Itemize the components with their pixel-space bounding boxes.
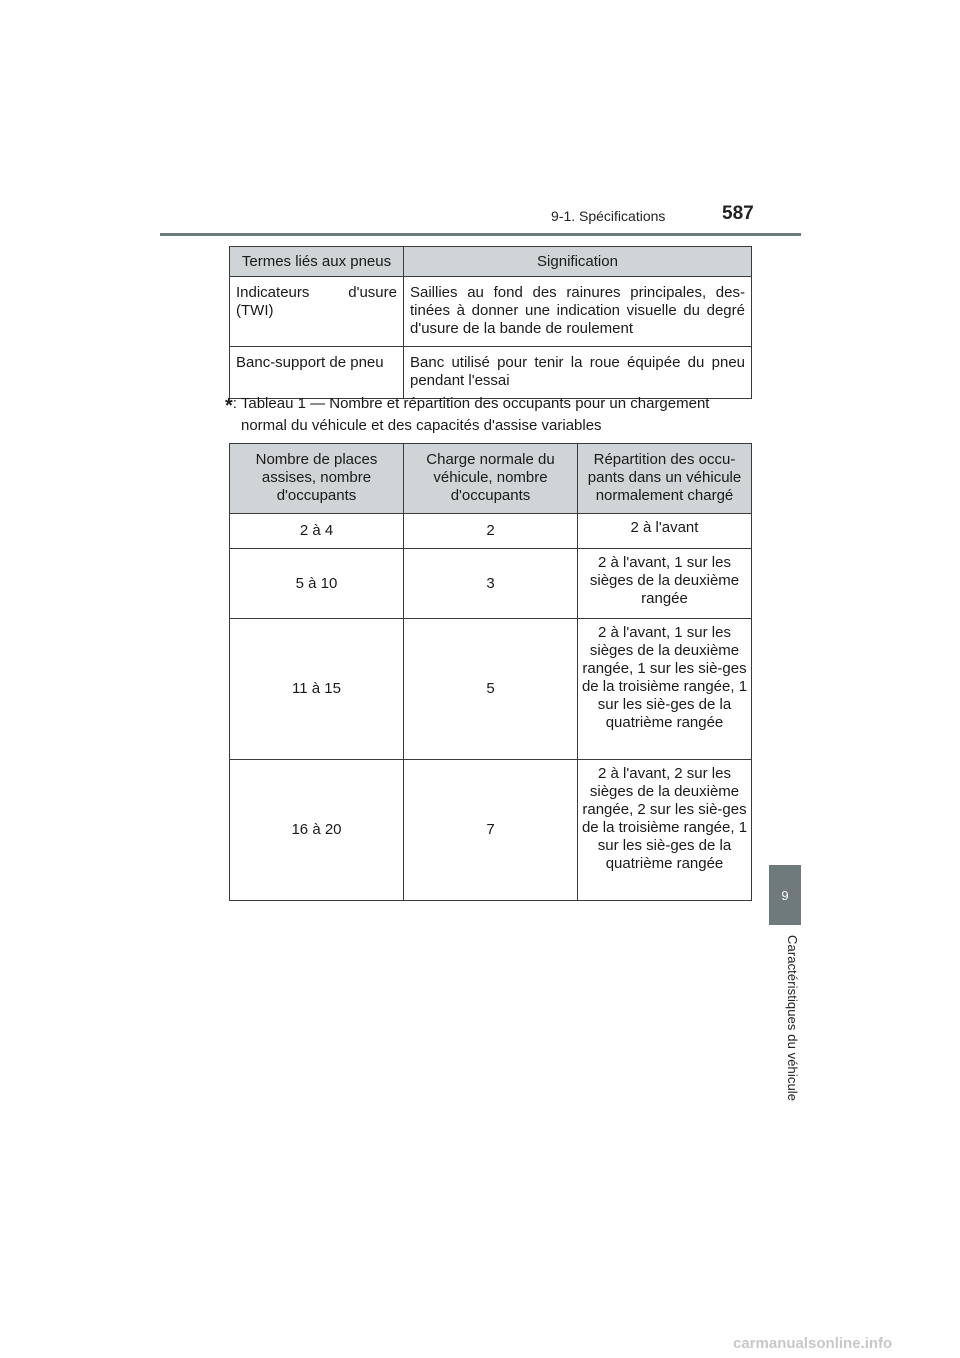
column-header: Charge normale du véhicule, nombre d'occupants bbox=[404, 444, 578, 514]
table-row bbox=[230, 347, 752, 399]
distribution-cell: 2 à l'avant, 1 sur les sièges de la deuxième rangée bbox=[578, 549, 752, 619]
column-header: Répartition des occu-pants dans un véhicule normalement chargé bbox=[578, 444, 752, 514]
chapter-label: Caractéristiques du véhicule bbox=[785, 935, 800, 1102]
term-cell: Banc-support de pneu bbox=[230, 347, 404, 399]
table-row bbox=[230, 549, 752, 619]
meaning-cell: Saillies au fond des rainures principales, des-tinées à donner une indication visuelle du degré d'usure de la bande de roulement bbox=[404, 277, 752, 347]
distribution-cell: 2 à l'avant, 2 sur les sièges de la deuxième rangée, 2 sur les siè-ges de la troisième rangée, 1 sur les siè-ges de la quatrième rangée bbox=[578, 760, 752, 901]
footnote-line-2: normal du véhicule et des capacités d'assise variables bbox=[241, 417, 602, 434]
chapter-tab[interactable] bbox=[769, 865, 801, 925]
header-divider bbox=[160, 233, 801, 236]
page-number: 587 bbox=[722, 203, 754, 224]
seats-cell: 11 à 15 bbox=[230, 619, 404, 760]
column-header: Nombre de places assises, nombre d'occupants bbox=[230, 444, 404, 514]
load-cell: 7 bbox=[404, 760, 578, 901]
load-cell: 5 bbox=[404, 619, 578, 760]
occupant-distribution-table bbox=[229, 443, 752, 901]
meaning-cell: Banc utilisé pour tenir la roue équipée du pneu pendant l'essai bbox=[404, 347, 752, 399]
table-header-row bbox=[230, 444, 752, 514]
table-row bbox=[230, 277, 752, 347]
table-row bbox=[230, 619, 752, 760]
table-header-row bbox=[230, 247, 752, 277]
distribution-cell: 2 à l'avant bbox=[578, 514, 752, 549]
column-header: Signification bbox=[404, 247, 752, 277]
footnote-line-1: : Tableau 1 — Nombre et répartition des occupants pour un chargement bbox=[232, 395, 710, 412]
seats-cell: 16 à 20 bbox=[230, 760, 404, 901]
load-cell: 2 bbox=[404, 514, 578, 549]
table-row bbox=[230, 760, 752, 901]
table-footnote bbox=[225, 394, 749, 435]
watermark: carmanualsonline.info bbox=[733, 1335, 893, 1352]
seats-cell: 2 à 4 bbox=[230, 514, 404, 549]
load-cell: 3 bbox=[404, 549, 578, 619]
distribution-cell: 2 à l'avant, 1 sur les sièges de la deuxième rangée, 1 sur les siè-ges de la troisième rangée, 1 sur les siè-ges de la quatrième rangée bbox=[578, 619, 752, 760]
chapter-number: 9 bbox=[781, 887, 789, 903]
column-header: Termes liés aux pneus bbox=[230, 247, 404, 277]
seats-cell: 5 à 10 bbox=[230, 549, 404, 619]
section-title: 9-1. Spécifications bbox=[551, 208, 666, 224]
tire-terms-table bbox=[229, 246, 752, 399]
footnote-marker: * bbox=[225, 395, 233, 417]
table-row bbox=[230, 514, 752, 549]
term-cell: Indicateurs d'usure (TWI) bbox=[230, 277, 404, 347]
